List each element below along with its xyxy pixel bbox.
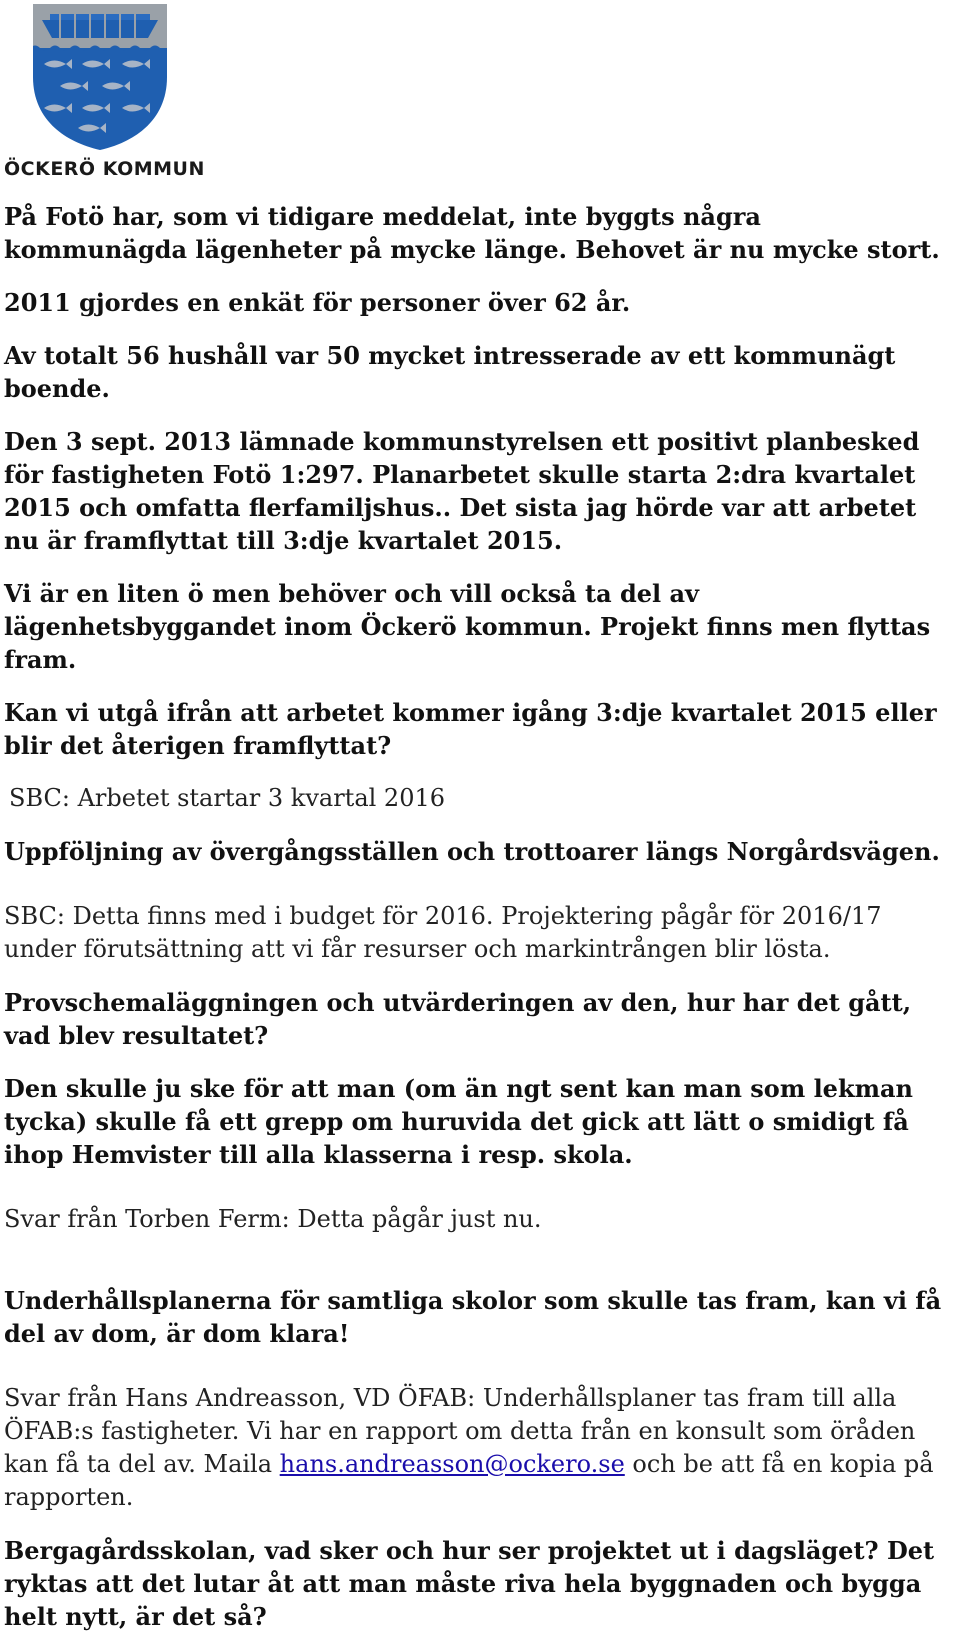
answer-torben-ferm: Svar från Torben Ferm: Detta pågår just nu. xyxy=(4,1205,542,1233)
sbc-answer-1: SBC: Arbetet startar 3 kvartal 2016 xyxy=(9,784,446,812)
answer-hans-andreasson xyxy=(4,1382,949,1514)
paragraph-10: Provschemaläggningen och utvärderingen av den, hur har det gått, vad blev resultatet? xyxy=(4,988,912,1050)
paragraph-5: Vi är en liten ö men behöver och vill också ta del av lägenhetsbyggandet inom Öckerö kommun. Projekt finns men flyttas fram. xyxy=(4,579,931,674)
coat-of-arms-logo xyxy=(30,2,170,152)
answer-text-after: och be att få en kopia på rapporten. xyxy=(4,1450,934,1511)
paragraph-15: Bergagårdsskolan, vad sker och hur ser projektet ut i dagsläget? Det ryktas att det lutar åt att man måste riva hela byggnaden och bygga helt nytt, är det så? xyxy=(4,1536,935,1631)
paragraph-13: Underhållsplanerna för samtliga skolor som skulle tas fram, kan vi få del av dom, är dom klara! xyxy=(4,1286,942,1348)
paragraph-6: Kan vi utgå ifrån att arbetet kommer igång 3:dje kvartalet 2015 eller blir det återigen framflyttat? xyxy=(4,698,937,760)
paragraph-8: Uppföljning av övergångsställen och trottoarer längs Norgårdsvägen. xyxy=(4,837,940,866)
municipality-name: ÖCKERÖ KOMMUN xyxy=(4,158,205,180)
answer-text-before: Svar från Hans Andreasson, VD ÖFAB: Underhållsplaner tas fram till alla ÖFAB:s fastigheter. Vi har en rapport om detta från en konsult som öråden kan få ta del av. Maila xyxy=(4,1384,916,1478)
paragraph-4: Den 3 sept. 2013 lämnade kommunstyrelsen ett positivt planbesked för fastigheten Fotö 1:297. Planarbetet skulle starta 2:dra kvartalet 2015 och omfatta flerfamiljshus.. Det sista jag hörde var att arbetet nu är framflyttat till 3:dje kvartalet 2015. xyxy=(4,427,920,555)
document-body xyxy=(4,200,949,1633)
paragraph-2: 2011 gjordes en enkät för personer över 62 år. xyxy=(4,288,631,317)
paragraph-11: Den skulle ju ske för att man (om än ngt sent kan man som lekman tycka) skulle få ett grepp om huruvida det gick att lätt o smidigt få ihop Hemvister till alla klasserna i resp. skola. xyxy=(4,1074,913,1169)
paragraph-3: Av totalt 56 hushåll var 50 mycket intresserade av ett kommunägt boende. xyxy=(4,341,896,403)
sbc-answer-2: SBC: Detta finns med i budget för 2016. Projektering pågår för 2016/17 under förutsättning att vi får resurser och markintrången blir lösta. xyxy=(4,902,882,963)
paragraph-1: På Fotö har, som vi tidigare meddelat, inte byggts några kommunägda lägenheter på mycke länge. Behovet är nu mycke stort. xyxy=(4,202,940,264)
email-link[interactable]: hans.andreasson@ockero.se xyxy=(279,1450,625,1478)
